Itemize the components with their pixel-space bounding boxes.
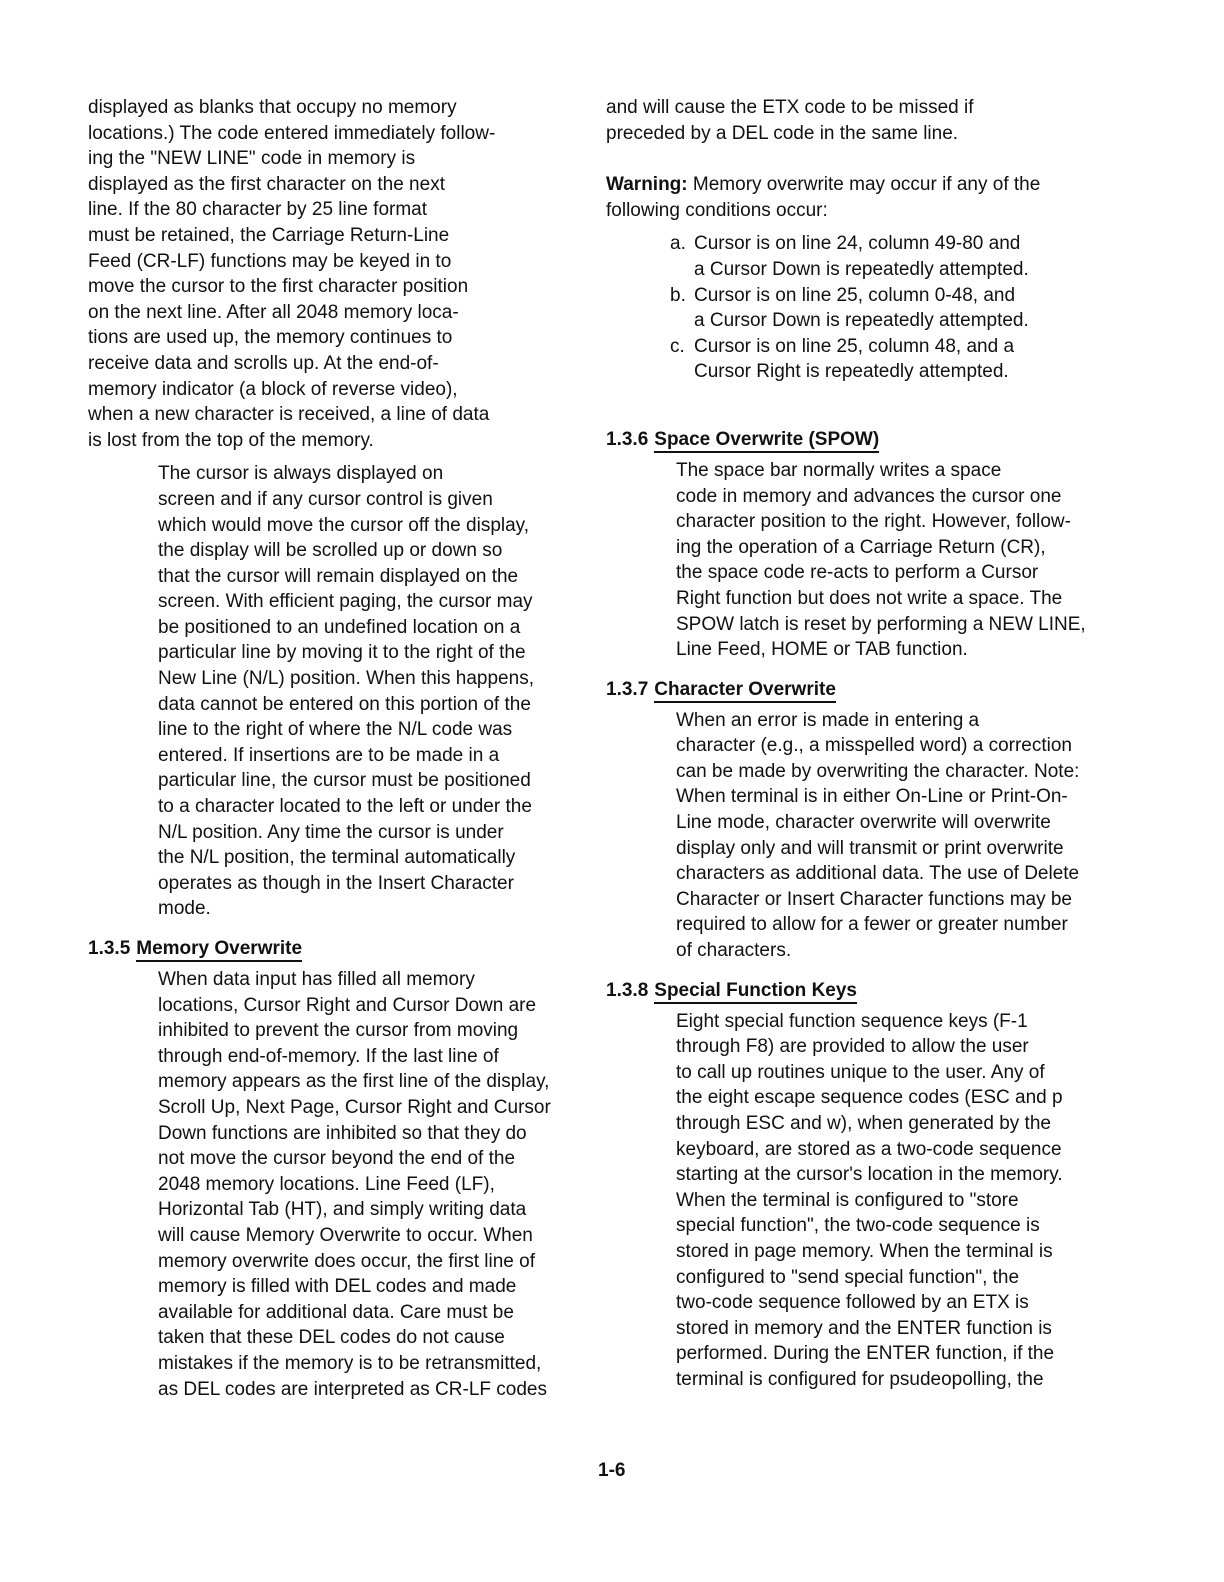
section-title: Character Overwrite: [654, 679, 836, 703]
text-line: taken that these DEL codes do not cause: [158, 1327, 505, 1349]
text-line: Line Feed, HOME or TAB function.: [676, 639, 968, 661]
text-line: memory is filled with DEL codes and made: [158, 1276, 517, 1298]
condition-item: [670, 283, 1068, 334]
text-line: screen. With efficient paging, the cursor may: [158, 591, 533, 613]
text-line: character position to the right. However, follow-: [676, 511, 1071, 533]
text-line: memory appears as the first line of the display,: [158, 1071, 550, 1093]
text-line: must be retained, the Carriage Return-Line: [88, 224, 450, 246]
text-line: particular line, the cursor must be positioned: [158, 770, 531, 792]
text-line: which would move the cursor off the display,: [158, 514, 530, 536]
paragraph-continuation: [606, 95, 1068, 146]
text-line: SPOW latch is reset by performing a NEW LINE,: [676, 613, 1086, 635]
text-line: configured to "send special function", the: [676, 1266, 1020, 1288]
text-line: Line mode, character overwrite will overwrite: [676, 812, 1051, 834]
paragraph-memory-overwrite: [88, 967, 551, 1402]
text-line: The cursor is always displayed on: [158, 463, 444, 485]
text-line: and will cause the ETX code to be missed if: [606, 97, 974, 118]
text-line: N/L position. Any time the cursor is under: [158, 821, 504, 843]
text-line: that the cursor will remain displayed on the: [158, 565, 519, 587]
paragraph-character-overwrite: [606, 708, 1080, 964]
text-line: When terminal is in either On-Line or Print-On-: [676, 786, 1068, 808]
right-column: [606, 95, 1086, 1401]
text-line: locations, Cursor Right and Cursor Down are: [158, 994, 537, 1016]
warning-paragraph: [606, 172, 1068, 223]
text-line: required to allow for a fewer or greater number: [676, 914, 1068, 936]
text-line: data cannot be entered on this portion of the: [158, 693, 531, 715]
text-line: to call up routines unique to the user. Any of: [676, 1061, 1045, 1083]
condition-marker: c.: [670, 335, 685, 357]
text-line: When the terminal is configured to "store: [676, 1189, 1019, 1211]
left-column: [88, 95, 551, 1410]
text-line: screen and if any cursor control is given: [158, 488, 493, 510]
text-line: terminal is configured for psudeopolling, the: [676, 1368, 1044, 1390]
text-line: when a new character is received, a line of data: [88, 404, 490, 426]
condition-item: [670, 334, 1068, 385]
text-line: preceded by a DEL code in the same line.: [606, 122, 959, 144]
text-line: ing the "NEW LINE" code in memory is: [88, 148, 416, 170]
text-line: two-code sequence followed by an ETX is: [676, 1292, 1029, 1314]
text-line: through ESC and w), when generated by the: [676, 1113, 1051, 1134]
text-line: The space bar normally writes a space: [676, 459, 1002, 481]
section-number: 1.3.6: [606, 428, 649, 450]
text-line: stored in memory and the ENTER function is: [676, 1317, 1052, 1339]
text-line: inhibited to prevent the cursor from moving: [158, 1020, 519, 1042]
text-line: receive data and scrolls up. At the end-of-: [88, 352, 439, 374]
text-line: the eight escape sequence codes (ESC and p: [676, 1087, 1063, 1109]
text-line: a Cursor Down is repeatedly attempted.: [694, 258, 1029, 280]
text-line: special function", the two-code sequence is: [676, 1215, 1040, 1237]
text-line: Scroll Up, Next Page, Cursor Right and Cursor: [158, 1096, 551, 1118]
text-line: characters as additional data. The use of Delete: [676, 863, 1080, 885]
section-title: Space Overwrite (SPOW): [654, 429, 879, 453]
text-line: code in memory and advances the cursor one: [676, 485, 1062, 507]
text-line: When an error is made in entering a: [676, 709, 980, 731]
text-line: the space code re-acts to perform a Cursor: [676, 562, 1039, 584]
text-line: memory indicator (a block of reverse video),: [88, 378, 458, 400]
text-line: Feed (CR-LF) functions may be keyed in to: [88, 250, 452, 272]
section-number: 1.3.8: [606, 979, 649, 1001]
text-line: Cursor Right is repeatedly attempted.: [694, 361, 1009, 383]
text-line: through F8) are provided to allow the user: [676, 1036, 1029, 1058]
text-line: on the next line. After all 2048 memory loca-: [88, 301, 459, 323]
condition-marker: b.: [670, 284, 686, 306]
text-line: the N/L position, the terminal automatically: [158, 847, 516, 869]
text-line: locations.) The code entered immediately follow-: [88, 122, 496, 144]
warning-label: Warning:: [606, 174, 688, 196]
text-line: Down functions are inhibited so that they do: [158, 1122, 527, 1144]
paragraph-cursor-display: [88, 461, 534, 922]
text-line: mistakes if the memory is to be retransmitted,: [158, 1352, 542, 1374]
text-line: When data input has filled all memory: [158, 969, 475, 990]
text-line: to a character located to the left or under the: [158, 796, 532, 818]
section-heading-1-3-6: [606, 427, 1068, 452]
text-line: Cursor is on line 24, column 49-80 and: [694, 233, 1021, 255]
text-line: Cursor is on line 25, column 0-48, and: [694, 284, 1016, 306]
text-line: Character or Insert Character functions may be: [676, 888, 1073, 910]
text-line: display only and will transmit or print overwrite: [676, 837, 1064, 859]
text-line: tions are used up, the memory continues to: [88, 327, 453, 349]
section-heading-1-3-8: [606, 978, 1068, 1003]
text-line: ing the operation of a Carriage Return (CR),: [676, 536, 1046, 558]
text-line: be positioned to an undefined location on a: [158, 616, 521, 638]
text-line: as DEL codes are interpreted as CR-LF codes: [158, 1378, 547, 1400]
text-line: New Line (N/L) position. When this happens,: [158, 668, 534, 690]
text-line: is lost from the top of the memory.: [88, 429, 374, 451]
text-line: will cause Memory Overwrite to occur. When: [158, 1224, 533, 1246]
text-line: Right function but does not write a space. The: [676, 587, 1063, 609]
text-line: particular line by moving it to the right of the: [158, 642, 526, 664]
text-line: starting at the cursor's location in the memory.: [676, 1164, 1063, 1186]
text-line: Eight special function sequence keys (F-1: [676, 1010, 1028, 1032]
text-line: a Cursor Down is repeatedly attempted.: [694, 310, 1029, 332]
page-number: 1-6: [598, 1460, 626, 1481]
text-line: can be made by overwriting the character. Note:: [676, 760, 1080, 782]
text-line: displayed as blanks that occupy no memory: [88, 97, 457, 118]
text-line: line to the right of where the N/L code was: [158, 719, 513, 741]
condition-item: [670, 231, 1068, 282]
section-title: Special Function Keys: [654, 980, 857, 1004]
section-heading-1-3-7: [606, 677, 1068, 702]
section-number: 1.3.7: [606, 678, 649, 700]
text-line: entered. If insertions are to be made in a: [158, 744, 500, 766]
section-heading-1-3-5: [88, 936, 530, 961]
text-line: of characters.: [676, 940, 792, 962]
warning-text: Memory overwrite may occur if any of the following conditions occur:: [606, 174, 1041, 221]
paragraph-special-function-keys: [606, 1009, 1068, 1393]
section-number: 1.3.5: [88, 938, 131, 959]
text-line: mode.: [158, 898, 211, 920]
text-line: move the cursor to the first character position: [88, 276, 469, 298]
text-line: the display will be scrolled up or down so: [158, 540, 503, 562]
text-line: available for additional data. Care must be: [158, 1301, 514, 1323]
text-line: keyboard, are stored as a two-code sequence: [676, 1138, 1062, 1160]
warning-conditions-list: [606, 231, 1068, 385]
text-line: Horizontal Tab (HT), and simply writing data: [158, 1199, 527, 1221]
text-line: character (e.g., a misspelled word) a correction: [676, 735, 1072, 757]
paragraph-memory-display: [88, 95, 530, 453]
condition-marker: a.: [670, 233, 686, 255]
text-line: 2048 memory locations. Line Feed (LF),: [158, 1173, 495, 1195]
text-line: not move the cursor beyond the end of the: [158, 1148, 516, 1170]
paragraph-space-overwrite: [606, 458, 1086, 663]
text-line: performed. During the ENTER function, if the: [676, 1343, 1055, 1365]
text-line: stored in page memory. When the terminal is: [676, 1240, 1053, 1262]
text-line: line. If the 80 character by 25 line format: [88, 199, 428, 221]
section-title: Memory Overwrite: [136, 938, 302, 962]
text-line: displayed as the first character on the next: [88, 173, 445, 195]
text-line: operates as though in the Insert Character: [158, 872, 514, 894]
text-line: memory overwrite does occur, the first line of: [158, 1250, 535, 1272]
text-line: Cursor is on line 25, column 48, and a: [694, 335, 1015, 357]
text-line: through end-of-memory. If the last line of: [158, 1045, 499, 1067]
